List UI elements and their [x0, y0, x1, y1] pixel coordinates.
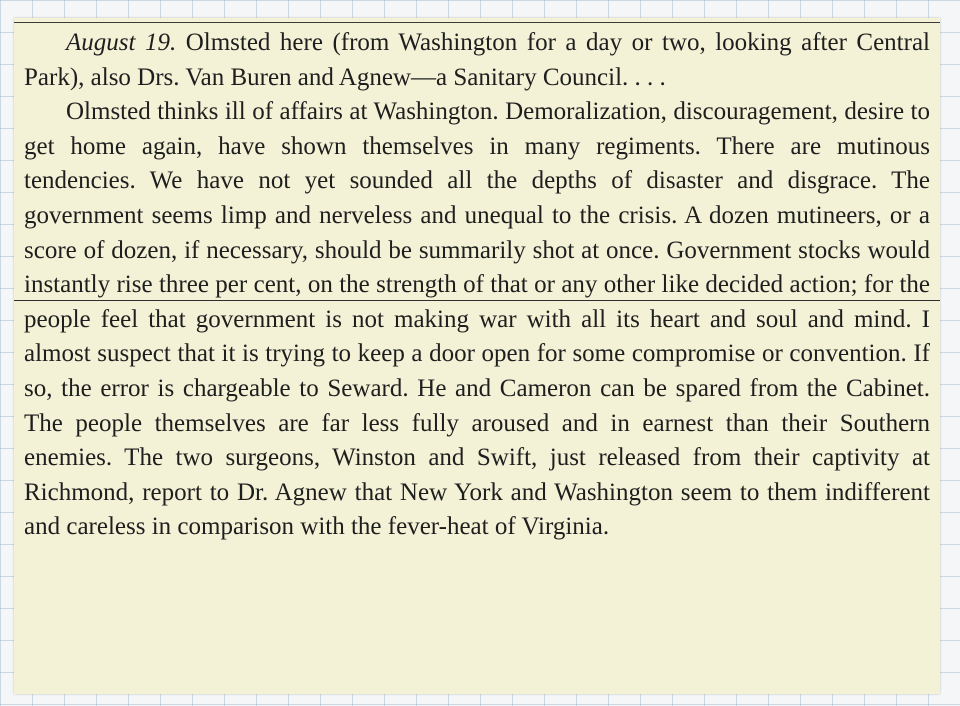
paragraph-1 [24, 26, 930, 95]
entry-date: August 19. [66, 29, 177, 56]
top-rule [14, 22, 940, 23]
diary-clipping [14, 18, 940, 694]
paragraph-2: Olmsted thinks ill of affairs at Washington. Demoralization, discouragement, desire to get home again, have shown themselves in many regiments. There are mutinous tendencies. We have not yet sounded all the depths of disaster and disgrace. The government seems limp and nerveless and unequal to the crisis. A dozen mutineers, or a score of dozen, if necessary, should be summarily shot at once. Government stocks would instantly rise three per cent, on the strength of that or any other like decided action; for the people feel that government is not making war with all its heart and soul and mind. I almost suspect that it is trying to keep a door open for some compromise or convention. If so, the error is chargeable to Seward. He and Cameron can be spared from the Cabinet. The people themselves are far less fully aroused and in earnest than their Southern enemies. The two surgeons, Winston and Swift, just released from their captivity at Richmond, report to Dr. Agnew that New York and Washington seem to them indifferent and careless in comparison with the fever-heat of Virginia. [24, 98, 930, 541]
diary-text [24, 26, 930, 545]
paragraph-1-text: Olmsted here (from Washington for a day or two, looking after Central Park), also Drs. Van Buren and Agnew—a Sanitary Council. . . . [24, 29, 930, 91]
